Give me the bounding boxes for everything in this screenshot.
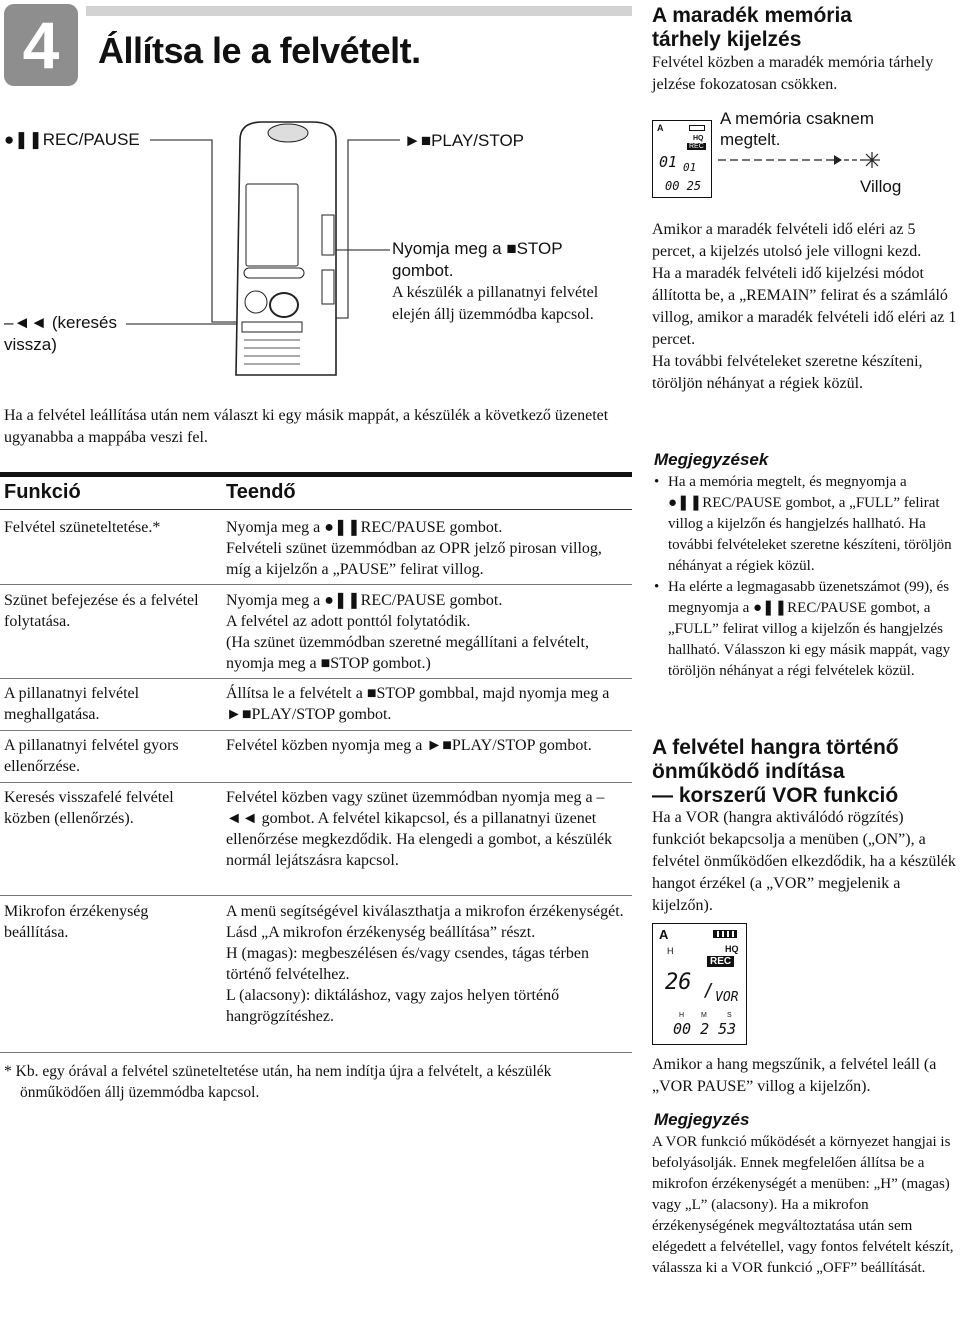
battery-icon <box>713 930 737 938</box>
device-display <box>246 184 298 266</box>
remaining-time-text: Amikor a maradék felvételi idő eléri az 5 percet, a kijelzés utolsó jele villogni kezd. Ha a maradék felvételi idő kijelzési módot állította be, a „REMAIN” felirat és a számláló villog, amikor a maradék felvételi idő eléri az 1 percet. Ha további felvételeket szeretne készíteni, töröljön néhányat a régiek közül. <box>652 221 957 392</box>
vor-section-title: A felvétel hangra történő önműködő indítása — korszerű VOR funkció <box>652 736 899 807</box>
lcd-memory-display: A HQ REC 01 01 00 25 <box>652 120 712 198</box>
play-stop-label: ►■PLAY/STOP <box>404 131 525 150</box>
search-back-label-2: vissza) <box>4 335 57 354</box>
rec-pause-label: ●❚❚REC/PAUSE <box>4 130 140 149</box>
notes-title: Megjegyzések <box>654 450 769 469</box>
table-top-rule <box>0 472 632 477</box>
lcd-vor-display: A H HQ REC 26 / VOR H M S 00 2 53 <box>652 923 747 1045</box>
notes-list <box>652 472 958 682</box>
step-number: 4 <box>4 4 78 86</box>
memory-almost-full-label: A memória csaknem megtelt. <box>720 109 874 149</box>
intro-text: Ha a felvétel leállítása után nem választ ki egy másik mappát, a készülék a következő üzenetet ugyanabba a mappába veszi fel. <box>4 407 609 446</box>
memory-section-title: A maradék memória tárhely kijelzés <box>652 4 852 51</box>
rec-button <box>245 291 267 313</box>
note-text: A VOR funkció működését a környezet hangjai is befolyásolják. Ennek megfelelően állítsa be a mikrofon érzékenységét a menüben: „H” (magas) vagy „L” (alacsony). Ha a mikrofon érzékenységének megváltoztatása után sem elégedett a felvétellel, vagy fontos felvételt készít, válassza ki a VOR funkció „OFF” beállítását. <box>652 1134 954 1276</box>
table-header-function: Funkció <box>4 481 81 503</box>
search-back-label-1: –◄◄ (keresés <box>4 313 118 332</box>
memory-description: Felvétel közben a maradék memória tárhely jelzése fokozatosan csökken. <box>652 54 934 93</box>
footnote: * Kb. egy órával a felvétel szüneteltetése után, ha nem indítja újra a felvételt, a készülék önműködően állj üzemmódba kapcsol. <box>4 1063 552 1101</box>
stop-callout: Nyomja meg a ■STOP gombot. A készülék a pillanatnyi felvétel elején állj üzemmódba kapcsol. <box>392 239 599 323</box>
play-button <box>270 293 298 317</box>
blink-arrow <box>716 148 886 172</box>
flash-icon <box>864 152 880 168</box>
page-title: Állítsa le a felvételt. <box>98 30 421 71</box>
list-item: • Ha elérte a legmagasabb üzenetszámot (99), és megnyomja a ●❚❚REC/PAUSE gombot, a „FULL” felirat villog a kijelzőn és hangjelzés hallható. Válasszon ki egy másik mappát, vagy töröljön néhányat a régi felvételek közül. <box>652 577 958 682</box>
blink-label: Villog <box>860 177 902 196</box>
vor-pause-text: Amikor a hang megszűnik, a felvétel leáll (a „VOR PAUSE” villog a kijelzőn). <box>652 1056 937 1095</box>
note-title: Megjegyzés <box>654 1110 750 1129</box>
table-header-action: Teendő <box>226 481 296 503</box>
microphone-grille <box>268 124 308 142</box>
battery-icon <box>689 125 705 131</box>
vor-description: Ha a VOR (hangra aktiválódó rögzítés) funkciót bekapcsolja a menüben („ON”), a felvétel önműködően elkezdődik, ha a készülék hangot érzékel (a „VOR” megjelenik a kijelzőn). <box>652 809 956 914</box>
header-bar <box>86 6 632 16</box>
rec-pause-leader <box>150 140 250 322</box>
side-switch <box>322 215 334 255</box>
list-item: • Ha a memória megtelt, és megnyomja a ●❚❚REC/PAUSE gombot, a „FULL” felirat villog a kijelzőn és hangjelzés hallható. Ha további felvételeket szeretne készíteni, töröljön néhányat a régiek közül. <box>652 472 958 577</box>
